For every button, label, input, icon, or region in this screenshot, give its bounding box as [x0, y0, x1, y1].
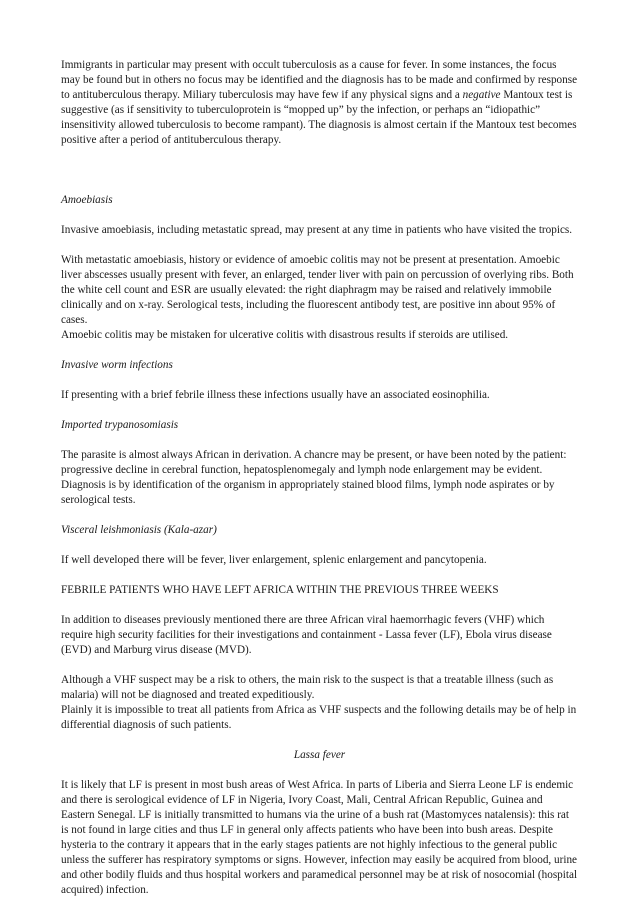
febrile-paragraph-3: Plainly it is impossible to treat all patients from Africa as VHF suspects and the following details may be of help in differential diagnosis of such patients.	[61, 704, 577, 731]
heading-trypanosomiasis: Imported trypanosomiasis	[61, 419, 179, 431]
amoebiasis-paragraph-2: With metastatic amoebiasis, history or evidence of amoebic colitis may not be present at presentation. Amoebic liver abscesses usually present with fever, an enlarged, tender liver with pain on percussion of overlying ribs. Both the white cell count and ESR are usually elevated: the right diaphragm may be raised and relatively immobile clinically and on x-ray. Serological tests, including the fluorescent antibody test, are positive inn about 95% of cases.	[61, 254, 574, 326]
amoebiasis-paragraph-1: Invasive amoebiasis, including metastatic spread, may present at any time in patients who have visited the tropics.	[61, 224, 573, 236]
intro-paragraph	[61, 58, 578, 148]
febrile-paragraph-2: Although a VHF suspect may be a risk to others, the main risk to the suspect is that a treatable illness (such as malaria) will not be diagnosed and treated expeditiously.	[61, 674, 554, 701]
amoebiasis-paragraph-3: Amoebic colitis may be mistaken for ulcerative colitis with disastrous results if steroids are utilised.	[61, 329, 509, 341]
trypanosomiasis-paragraph: The parasite is almost always African in derivation. A chancre may be present, or have been noted by the patient: progressive decline in cerebral function, hepatosplenomegaly and lymph node enlargement may be evident. Diagnosis is by identification of the organism in appropriately stained blood films, lymph node aspirates or by serological tests.	[61, 449, 567, 506]
intro-italic-word: negative	[462, 89, 501, 101]
heading-lassa-fever: Lassa fever	[293, 749, 346, 761]
intro-text-1: Immigrants in particular may present with occult tuberculosis as a cause for fever. In some instances, the focus may be found but in others no focus may be identified and the diagnosis has to be made and confirmed by response to antituberculous therapy. Miliary tuberculosis may have few if any physical signs and a	[61, 59, 578, 101]
worm-paragraph: If presenting with a brief febrile illness these infections usually have an associated eosinophilia.	[61, 389, 490, 401]
heading-leishmaniasis: Visceral leishmoniasis (Kala-azar)	[61, 524, 217, 536]
lassa-paragraph: It is likely that LF is present in most bush areas of West Africa. In parts of Liberia and Sierra Leone LF is endemic and there is serological evidence of LF in Nigeria, Ivory Coast, Mali, Central African Republic, Guinea and Eastern Senegal. LF is initially transmitted to humans via the urine of a bush rat (Mastomyces natalensis): this rat is not found in large cities and thus LF in general only affects patients who have been into bush areas. Despite hysteria to the contrary it appears that in the early stages patients are not highly infectious to the general public unless the sufferer has respiratory symptoms or signs. However, infection may easily be acquired from blood, urine and other bodily fluids and thus hospital workers and paramedical personnel may be at risk of nosocomial (hospital acquired) infection.	[61, 779, 578, 896]
heading-worm-infections: Invasive worm infections	[61, 359, 173, 371]
leishmaniasis-paragraph: If well developed there will be fever, liver enlargement, splenic enlargement and pancytopenia.	[61, 554, 487, 566]
section-gap	[61, 163, 578, 193]
heading-amoebiasis: Amoebiasis	[61, 194, 113, 206]
intro-text-2: Mantoux test is suggestive (as if sensitivity to tuberculoprotein is “mopped up” by the infection, or perhaps an “idiopathic” insensitivity allowed tuberculosis to become rampant). The diagnosis is almost certain if the Mantoux test becomes positive after a period of antituberculous therapy.	[61, 89, 577, 146]
febrile-paragraph-1: In addition to diseases previously mentioned there are three African viral haemorrhagic fevers (VHF) which require high security facilities for their investigations and containment - Lassa fever (LF), Ebola virus disease (EVD) and Marburg virus disease (MVD).	[61, 614, 552, 656]
heading-febrile-patients: FEBRILE PATIENTS WHO HAVE LEFT AFRICA WITHIN THE PREVIOUS THREE WEEKS	[61, 584, 499, 596]
